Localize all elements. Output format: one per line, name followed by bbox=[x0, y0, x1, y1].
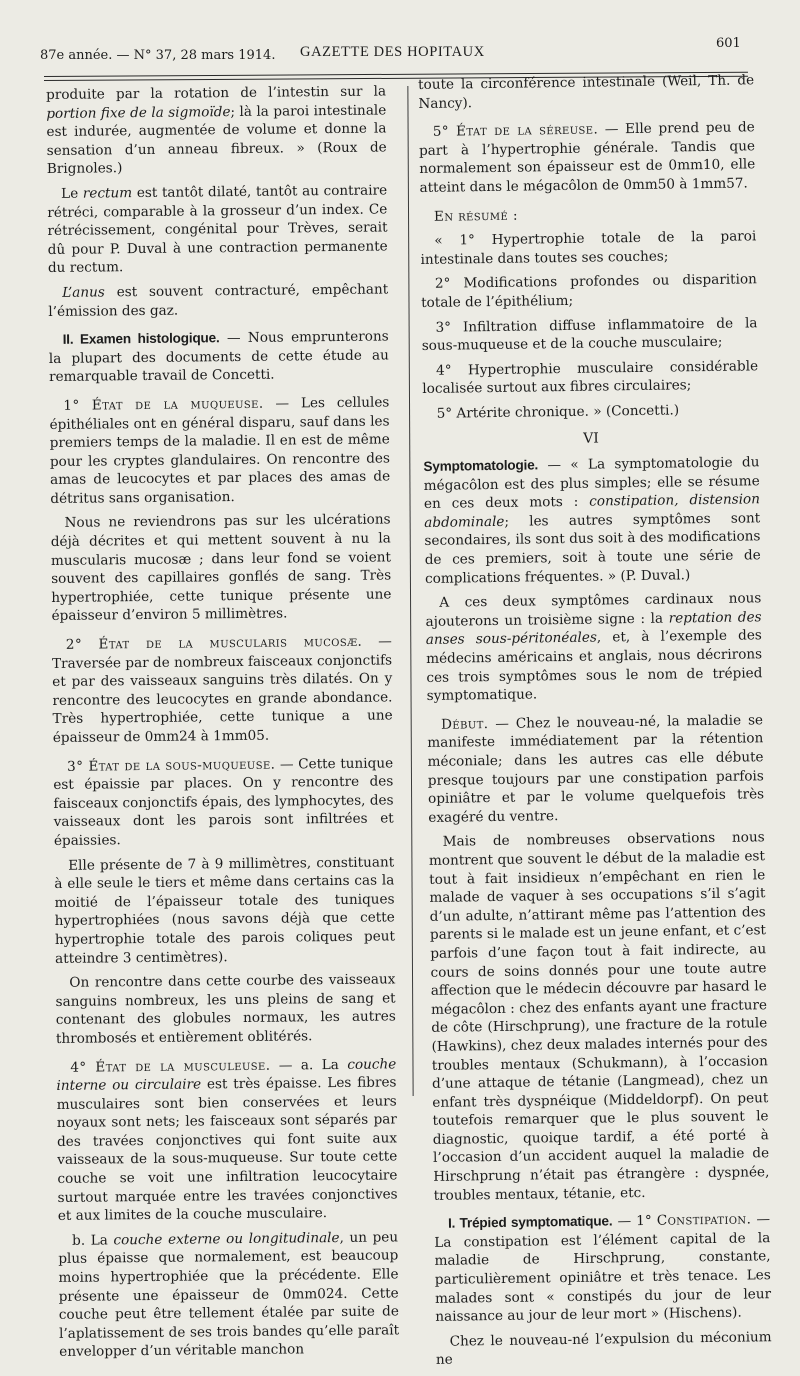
summary-item: 2° Modifications profondes ou disparition totale de l’épithélium; bbox=[421, 271, 757, 311]
paragraph: On rencontre dans cette courbe des vaisseaux sanguins nombreux, les uns pleins de sang et contenant des globules normaux, les autres thrombosés et entièrement oblitérés. bbox=[55, 971, 396, 1047]
issue-info: 87e année. — N° 37, 28 mars 1914. bbox=[40, 48, 276, 63]
summary-heading: En résumé : bbox=[433, 207, 519, 225]
paragraph: Mais de nombreuses observations nous montrent que souvent le début de la maladie est tout à fait insidieux n’empêchant en rien le malade de vaquer à ses occupations s’il s’agit d’un adulte, n’attirant même pas l’attention des parents si le malade est un jeune enfant, et c’est parfois d’une façon tout à fait indirecte, au cours de soins donnés pour une toute autre affection que le médecin découvre par hasard le mégacôlon : chez des enfants ayant une fracture de côte (Hirschprung), une fracture de la rotule (Hawkins), chez deux malades internés pour des troubles mentaux (Schukmann), à l’occasion d’une attaque de tétanie (Langmead), chez un enfant très dyspnéique (Middeldorpf). On peut toutefois remarquer que le plus souvent le diagnostic, quoique tardif, a été porté à l’occasion d’un accident auquel la maladie de Hirschprung n’était pas étrangère : dyspnée, troubles mentaux, tétanie, etc. bbox=[428, 829, 770, 1204]
summary-item: 4° Hypertrophie musculaire considérable localisée surtout aux fibres circulaires; bbox=[422, 357, 759, 398]
section-heading-histology: II. Examen histologique. — Nous emprunterons la plupart des documents de cette étude au remarquable travail de Concetti. bbox=[48, 328, 389, 386]
page-number: 601 bbox=[716, 36, 741, 51]
summary-item: 5° Artérite chronique. » (Concetti.) bbox=[436, 402, 680, 422]
paragraph: A ces deux symptômes cardinaux nous ajouterons un troisième signe : la reptation des anses sous-péritonéales, et, à l’exemple des médecins américains et anglais, nous décrirons ces trois symptômes sous le nom de trépied symptomatique. bbox=[425, 590, 763, 705]
paragraph: Nous ne reviendrons pas sur les ulcérations déjà décrites et qui mettent souvent à nu la muscularis mucosæ ; dans leur fond se voient souvent des capillaires gonflés de sang. Très hypertrophiée, cette tunique présente une épaisseur d’environ 5 millimètres. bbox=[50, 511, 392, 625]
paragraph: 3° État de la sous-muqueuse. — Cette tunique est épaissie par places. On y rencontre des faisceaux conjonctifs épais, des lymphocytes, des vaisseaux dont les parois sont infiltrées et épaissies. bbox=[53, 754, 394, 849]
section-number: VI bbox=[583, 430, 599, 447]
summary-item: « 1° Hypertrophie totale de la paroi intestinale dans toutes ses couches; bbox=[420, 228, 757, 268]
left-column bbox=[46, 82, 399, 1367]
column-divider bbox=[407, 86, 413, 1096]
paragraph: 4° État de la musculeuse. — a. La couche interne ou circulaire est très épaisse. Les fibres musculaires sont bien conservées et leurs noyaux sont nets; les faisceaux sont séparés par des travées conjonctives qui font suite aux vaisseaux de la sous-muqueuse. Sur toute cette couche se voit une infiltration leucocytaire surtout marquée entre les travées conjonctives et aux limites de la couche musculaire. bbox=[56, 1055, 398, 1225]
paragraph: L’anus est souvent contracturé, empêchant l’émission des gaz. bbox=[48, 281, 389, 320]
paragraph: Elle présente de 7 à 9 millimètres, constituant à elle seule le tiers et même dans certains cas la moitié de l’épaisseur totale des tuniques hypertrophiées (nous savons déjà que cette hypertrophie totale des parois coliques peut atteindre 3 centimètres). bbox=[54, 853, 396, 967]
summary-item: 3° Infiltration diffuse inflammatoire de la sous-muqueuse et de la couche musculaire; bbox=[421, 314, 758, 355]
paragraph: b. La couche externe ou longitudinale, un peu plus épaisse que normalement, est beaucoup moins hypertrophiée que la précédente. Elle présente une épaisseur de 0mm024. Cette couche peut être tellement étalée par suite de l’aplatissement de ses trois bandes qu’elle paraît envelopper d’un véritable manchon bbox=[58, 1229, 400, 1361]
paragraph: toute la circonférence intestinale (Weil, Th. de Nancy). bbox=[418, 72, 755, 112]
paragraph: Le rectum est tantôt dilaté, tantôt au contraire rétréci, comparable à la grosseur d’un index. Ce rétrécissement, congénital pour Trèves, serait dû pour P. Duval à une contraction permanente du rectum. bbox=[47, 182, 388, 277]
section-heading-tripod: I. Trépied symptomatique. — 1° Constipation. — La constipation est l’élément capital de la maladie de Hirschprung, constante, particulièrement opiniâtre et très tenace. Les malades sont « constipés du jour de leur naissance au jour de leur mort » (Hischens). bbox=[434, 1211, 772, 1326]
paragraph: 5° État de la séreuse. — Elle prend peu de part à l’hypertrophie générale. Tandis que normalement son épaisseur est de 0mm10, elle atteint dans le mégacôlon de 0mm50 à 1mm57. bbox=[418, 119, 756, 196]
right-column bbox=[418, 71, 772, 1376]
paragraph: Chez le nouveau-né l’expulsion du méconium ne bbox=[435, 1328, 772, 1369]
paragraph: 2° État de la muscularis mucosæ. — Traversée par de nombreux faisceaux conjonctifs et par des vaisseaux sanguins très dilatés. On y rencontre des leucocytes en grande abondance. Très hypertrophiée, cette tunique a une épaisseur de 0mm24 à 1mm05. bbox=[51, 633, 393, 746]
section-heading-symptomatology: Symptomatologie. — « La symptomatologie du mégacôlon est des plus simples; elle se résume en ces deux mots : constipation, distension abdominale; les autres symptômes sont secondaires, ils sont dus soit à des modifications de ces premiers, soit à toute une série de complications fréquentes. » (P. Duval.) bbox=[423, 454, 761, 587]
paragraph: produite par la rotation de l’intestin sur la portion fixe de la sigmoïde; là la paroi intestinale est indurée, augmentée de volume et donne la sensation d’un anneau fibreux. » (Roux de Brignoles.) bbox=[46, 83, 387, 178]
journal-title: GAZETTE DES HOPITAUX bbox=[300, 44, 485, 60]
paragraph: Début. — Chez le nouveau-né, la maladie se manifeste immédiatement par la rétention méconiale; dans les autres cas elle débute presque toujours par une constipation parfois opiniâtre et par le volume quelquefois très exagéré du ventre. bbox=[427, 712, 765, 826]
paragraph: 1° État de la muqueuse. — Les cellules épithéliales ont en général disparu, sauf dans les premiers temps de la maladie. Il en est de même pour les cryptes glandulaires. On rencontre des amas de leucocytes et par places des amas de détritus sans organisation. bbox=[49, 394, 391, 507]
